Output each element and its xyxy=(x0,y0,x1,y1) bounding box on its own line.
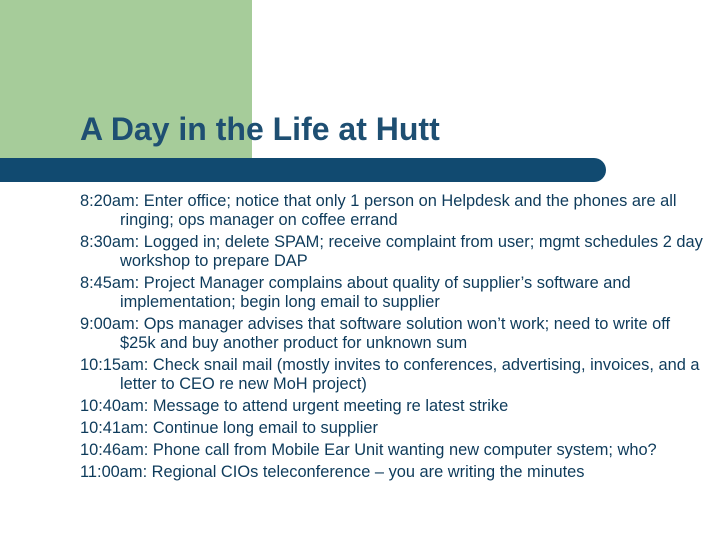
timeline-entry: 10:46am: Phone call from Mobile Ear Unit wanting new computer system; who? xyxy=(80,441,657,459)
timeline-entry: 9:00am: Ops manager advises that software solution won’t work; need to write off $25k and buy another product for unknown sum xyxy=(80,315,671,352)
timeline-entry: 8:20am: Enter office; notice that only 1 person on Helpdesk and the phones are all ringing; ops manager on coffee errand xyxy=(80,192,677,229)
timeline-entry: 10:41am: Continue long email to supplier xyxy=(80,419,378,437)
slide-title: A Day in the Life at Hutt xyxy=(80,111,440,147)
timeline-entry: 11:00am: Regional CIOs teleconference – you are writing the minutes xyxy=(80,463,585,481)
title-underline-bar xyxy=(0,158,606,182)
timeline-entry: 10:40am: Message to attend urgent meeting re latest strike xyxy=(80,397,509,415)
timeline-entry: 10:15am: Check snail mail (mostly invites to conferences, advertising, invoices, and a letter to CEO re new MoH project) xyxy=(80,356,700,393)
timeline-list xyxy=(80,192,710,485)
timeline-entry: 8:30am: Logged in; delete SPAM; receive complaint from user; mgmt schedules 2 day workshop to prepare DAP xyxy=(80,233,703,270)
timeline-entry: 8:45am: Project Manager complains about quality of supplier’s software and implementation; begin long email to supplier xyxy=(80,274,631,311)
